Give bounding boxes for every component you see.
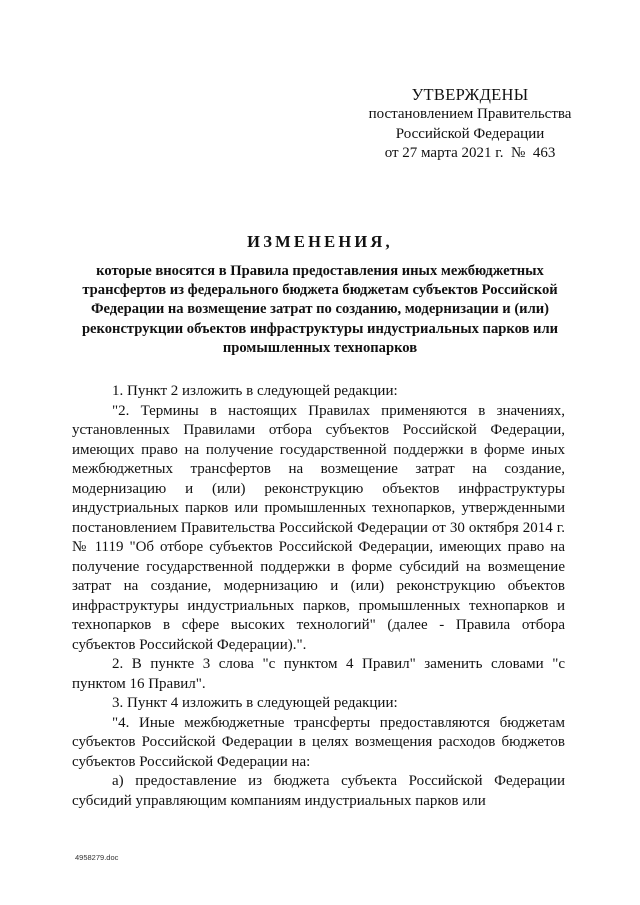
paragraph-4: 3. Пункт 4 изложить в следующей редакции:	[112, 695, 398, 711]
approval-line-3: от 27 марта 2021 г. № 463	[384, 145, 556, 161]
approval-line-2: Российской Федерации	[395, 125, 545, 142]
approval-block	[320, 84, 620, 164]
paragraph-3: 2. В пункте 3 слова "с пунктом 4 Правил" заменить словами "с пунктом 16 Правил".	[72, 656, 565, 692]
approval-heading: УТВЕРЖДЕНЫ	[411, 85, 529, 104]
approval-line-1: постановлением Правительства	[368, 106, 572, 122]
paragraph-2: "2. Термины в настоящих Правилах применяются в значениях, установленных Правилами отбора субъектов Российской Федерации, имеющих право на получение государственной поддержки в форме иных межбюджетных трансфертов на возмещение затрат на создание, модернизацию и (или) реконструкцию объектов инфраструктуры индустриальных парков или промышленных технопарков, утвержденными постановлением Правительства Российской Федерации от 30 октября 2014 г. № 1119 "Об отборе субъектов Российской Федерации, имеющих право на получение государственной поддержки в форме субсидий на возмещение затрат на создание, модернизацию и (или) реконструкцию объектов инфраструктуры индустриальных парков, промышленных технопарков и технопарков в сфере высоких технологий" (далее - Правила отбора субъектов Российской Федерации).".	[72, 402, 565, 653]
paragraph-1: 1. Пункт 2 изложить в следующей редакции:	[112, 383, 398, 399]
paragraph-5: "4. Иные межбюджетные трансферты предоставляются бюджетам субъектов Российской Федерации в целях возмещения расходов бюджетов субъектов Российской Федерации на:	[72, 714, 565, 770]
document-body	[72, 382, 565, 811]
document-title: ИЗМЕНЕНИЯ,	[247, 232, 393, 251]
file-footer: 4958279.doc	[75, 853, 119, 862]
document-subtitle: которые вносятся в Правила предоставления иных межбюджетных трансфертов из федерального бюджета бюджетам субъектов Российской Федерации на возмещение затрат по созданию, модернизации и (или) реконструкции объектов инфраструктуры индустриальных парков или промышленных технопарков	[81, 263, 559, 356]
paragraph-6: а) предоставление из бюджета субъекта Российской Федерации субсидий управляющим компаниям индустриальных парков или	[72, 773, 565, 809]
